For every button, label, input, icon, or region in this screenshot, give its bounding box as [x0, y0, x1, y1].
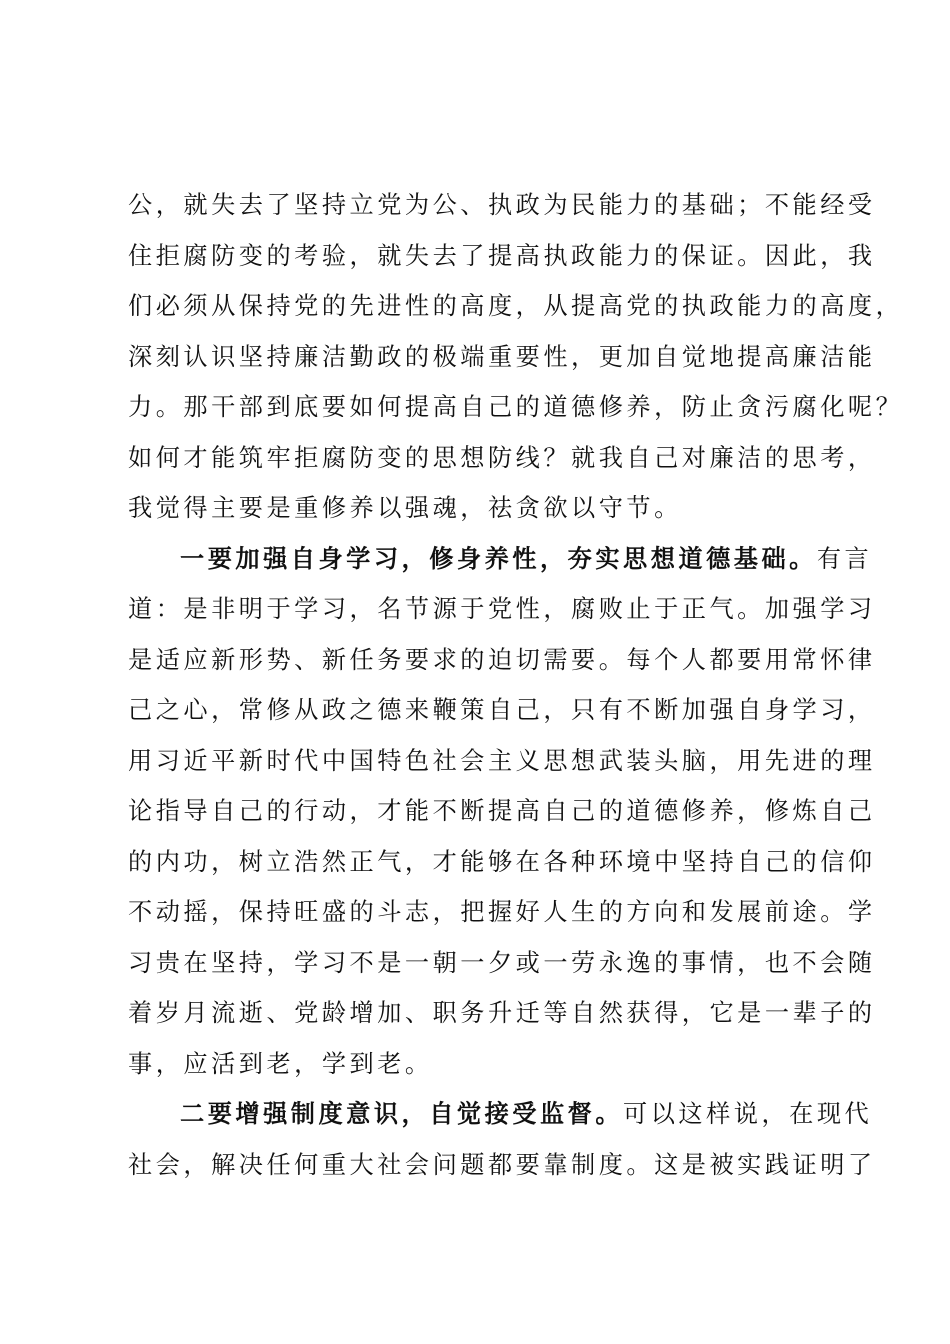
document-body [128, 180, 904, 1190]
line-text: 论指导自己的行动，才能不断提高自己的道德修养，修炼自己 [128, 797, 876, 825]
text-line [128, 1140, 876, 1191]
paragraph-two-heading: 二要增强制度意识，自觉接受监督。 [180, 1100, 624, 1128]
line-text: 我觉得主要是重修养以强魂，祛贪欲以守节。 [128, 494, 682, 522]
text-line [128, 180, 876, 231]
line-text: 如何才能筑牢拒腐防变的思想防线？就我自己对廉洁的思考， [128, 443, 876, 472]
paragraph-two-first-line [128, 1089, 873, 1140]
text-line [128, 382, 904, 433]
line-text: 己之心，常修从政之德来鞭策自己，只有不断加强自身学习， [128, 696, 876, 724]
line-text: 公，就失去了坚持立党为公、执政为民能力的基础；不能经受 [128, 191, 876, 219]
line-text: 的内功，树立浩然正气，才能够在各种环境中坚持自己的信仰 [128, 847, 876, 876]
text-line [128, 938, 876, 989]
line-text: 不动摇，保持旺盛的斗志，把握好人生的方向和发展前途。学 [128, 898, 876, 926]
text-line [128, 685, 876, 736]
line-text: 社会，解决任何重大社会问题都要靠制度。这是被实践证明了 [128, 1150, 876, 1179]
line-text: 用习近平新时代中国特色社会主义思想武装头脑，用先进的理 [128, 746, 876, 775]
text-line [128, 433, 876, 484]
line-text: 有言 [816, 544, 873, 573]
line-text: 深刻认识坚持廉洁勤政的极端重要性，更加自觉地提高廉洁能 [128, 342, 876, 371]
line-text: 着岁月流逝、党龄增加、职务升迁等自然获得，它是一辈子的 [128, 999, 876, 1027]
text-line [128, 1039, 840, 1090]
text-line [128, 635, 876, 686]
line-text: 们必须从保持党的先进性的高度，从提高党的执政能力的高度， [128, 292, 904, 320]
line-text: 道：是非明于学习，名节源于党性，腐败止于正气。加强学习 [128, 595, 876, 623]
line-text: 事，应活到老，学到老。 [128, 1049, 433, 1078]
line-text: 力。那干部到底要如何提高自己的道德修养，防止贪污腐化呢？ [128, 393, 904, 421]
line-text: 可以这样说，在现代 [623, 1100, 873, 1128]
text-line [128, 887, 876, 938]
paragraph-one-first-line [128, 534, 873, 585]
text-line [128, 736, 876, 787]
text-line [128, 281, 904, 332]
text-line [128, 483, 840, 534]
line-text: 住拒腐防变的考验，就失去了提高执政能力的保证。因此，我 [128, 241, 876, 270]
text-line [128, 786, 876, 837]
text-line [128, 988, 876, 1039]
text-line [128, 584, 876, 635]
paragraph-one-heading: 一要加强自身学习，修身养性，夯实思想道德基础。 [180, 544, 817, 573]
line-text: 习贵在坚持，学习不是一朝一夕或一劳永逸的事情，也不会随 [128, 948, 876, 977]
text-line [128, 837, 876, 888]
text-line [128, 231, 876, 282]
text-line [128, 332, 876, 383]
line-text: 是适应新形势、新任务要求的迫切需要。每个人都要用常怀律 [128, 645, 876, 674]
